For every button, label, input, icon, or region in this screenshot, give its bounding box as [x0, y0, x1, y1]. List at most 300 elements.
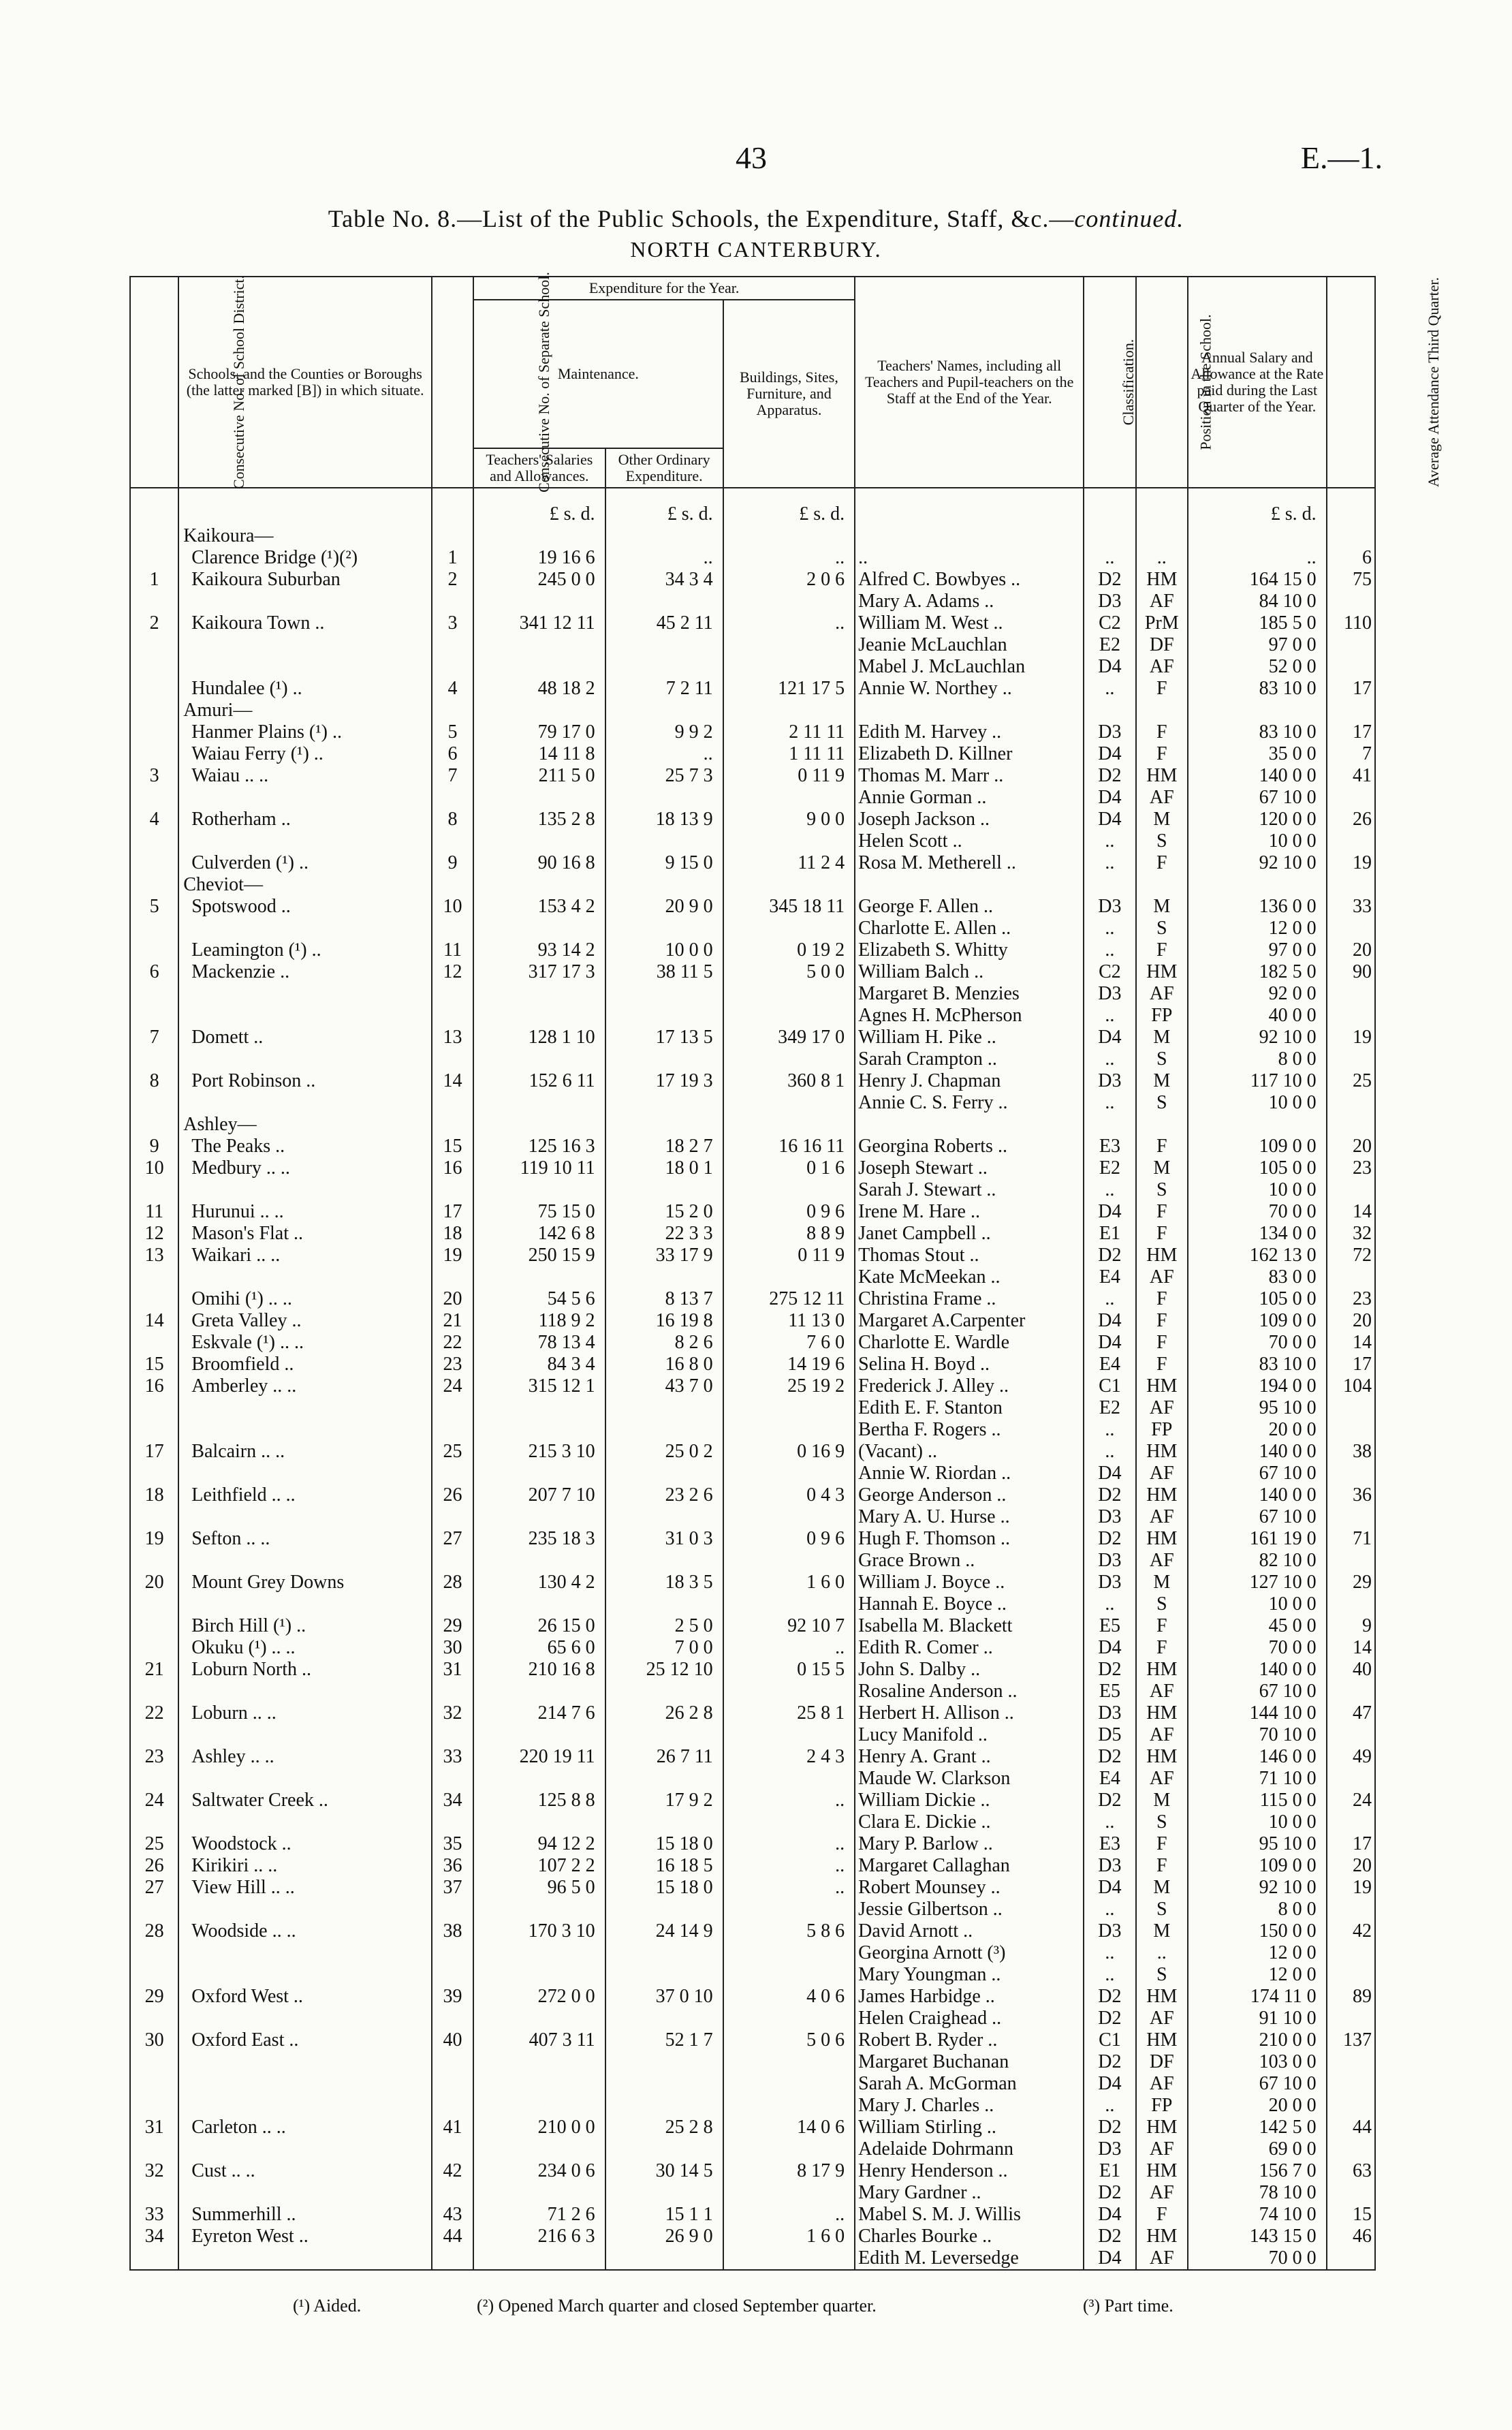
buildings-cell: 121 17 5: [723, 678, 855, 700]
table-row: [130, 1811, 1375, 1833]
table-row: [130, 1179, 1375, 1201]
buildings-cell: [723, 1114, 855, 1136]
teacher-name-cell: Edith R. Comer ..: [855, 1637, 1084, 1659]
classification-cell: D5: [1084, 1724, 1135, 1746]
district-no-cell: 16: [130, 1375, 178, 1397]
buildings-cell: 16 16 11: [723, 1136, 855, 1157]
attendance-cell: [1327, 2138, 1375, 2160]
position-cell: AF: [1136, 591, 1188, 612]
school-name-cell: [178, 1506, 432, 1528]
school-name-cell: Kaikoura Suburban: [178, 569, 432, 591]
teacher-salaries-cell: 272 0 0: [473, 1986, 605, 2008]
buildings-cell: [723, 2182, 855, 2204]
table-row: [130, 765, 1375, 787]
table-row: [130, 2051, 1375, 2073]
school-no-cell: [432, 1964, 473, 1986]
school-name-cell: [178, 1092, 432, 1114]
teacher-name-cell: Annie W. Northey ..: [855, 678, 1084, 700]
school-name-cell: [178, 2138, 432, 2160]
table-row: [130, 1136, 1375, 1157]
school-no-cell: 10: [432, 896, 473, 918]
classification-cell: D2: [1084, 2182, 1135, 2204]
position-cell: S: [1136, 1593, 1188, 1615]
other-expenditure-cell: [605, 1419, 723, 1441]
other-expenditure-cell: ..: [605, 743, 723, 765]
classification-cell: E5: [1084, 1615, 1135, 1637]
school-name-cell: Kaikoura Town ..: [178, 612, 432, 634]
table-row: [130, 1986, 1375, 2008]
school-no-cell: [432, 2182, 473, 2204]
buildings-cell: [723, 1964, 855, 1986]
salary-cell: 92 10 0: [1188, 852, 1327, 874]
school-no-cell: 20: [432, 1288, 473, 1310]
school-name-cell: [178, 591, 432, 612]
other-expenditure-cell: 16 8 0: [605, 1354, 723, 1375]
attendance-cell: [1327, 1179, 1375, 1201]
teacher-salaries-cell: [473, 1419, 605, 1441]
other-expenditure-cell: 38 11 5: [605, 961, 723, 983]
attendance-cell: 25: [1327, 1070, 1375, 1092]
buildings-cell: 360 8 1: [723, 1070, 855, 1092]
school-name-cell: [178, 1964, 432, 1986]
teacher-salaries-cell: 153 4 2: [473, 896, 605, 918]
district-no-cell: [130, 1615, 178, 1637]
position-cell: AF: [1136, 1681, 1188, 1702]
teacher-name-cell: ..: [855, 547, 1084, 569]
position-cell: M: [1136, 809, 1188, 830]
table-row: [130, 1877, 1375, 1899]
attendance-cell: 33: [1327, 896, 1375, 918]
other-expenditure-cell: [605, 1899, 723, 1920]
table-row: [130, 1266, 1375, 1288]
buildings-cell: 8 8 9: [723, 1223, 855, 1245]
teacher-salaries-cell: [473, 656, 605, 678]
position-cell: AF: [1136, 1266, 1188, 1288]
table-row: [130, 525, 1375, 547]
attendance-cell: 75: [1327, 569, 1375, 591]
teacher-salaries-cell: [473, 1266, 605, 1288]
teacher-name-cell: Robert Mounsey ..: [855, 1877, 1084, 1899]
district-no-cell: [130, 852, 178, 874]
position-cell: M: [1136, 1572, 1188, 1593]
teacher-salaries-cell: [473, 1768, 605, 1790]
other-expenditure-cell: 18 0 1: [605, 1157, 723, 1179]
buildings-cell: 9 0 0: [723, 809, 855, 830]
salary-cell: 20 0 0: [1188, 2095, 1327, 2117]
classification-cell: ..: [1084, 939, 1135, 961]
position-cell: AF: [1136, 787, 1188, 809]
classification-cell: E1: [1084, 2160, 1135, 2182]
teacher-name-cell: Annie W. Riordan ..: [855, 1463, 1084, 1484]
teacher-name-cell: Joseph Stewart ..: [855, 1157, 1084, 1179]
salary-cell: 67 10 0: [1188, 787, 1327, 809]
school-no-cell: 24: [432, 1375, 473, 1397]
salary-cell: 92 10 0: [1188, 1877, 1327, 1899]
district-no-cell: 29: [130, 1986, 178, 2008]
teacher-salaries-cell: [473, 1506, 605, 1528]
position-cell: [1136, 874, 1188, 896]
district-no-cell: [130, 1506, 178, 1528]
school-name-cell: [178, 2008, 432, 2029]
salary-cell: 10 0 0: [1188, 1179, 1327, 1201]
buildings-cell: ..: [723, 1877, 855, 1899]
school-name-cell: [178, 2073, 432, 2095]
other-expenditure-cell: [605, 1463, 723, 1484]
teacher-salaries-cell: [473, 700, 605, 721]
other-expenditure-cell: [605, 1506, 723, 1528]
position-cell: HM: [1136, 1528, 1188, 1550]
table-row: [130, 918, 1375, 939]
district-no-cell: [130, 678, 178, 700]
buildings-cell: 0 19 2: [723, 939, 855, 961]
attendance-cell: 44: [1327, 2117, 1375, 2138]
other-expenditure-cell: 18 13 9: [605, 809, 723, 830]
salary-cell: 82 10 0: [1188, 1550, 1327, 1572]
district-no-cell: 26: [130, 1855, 178, 1877]
school-no-cell: [432, 1724, 473, 1746]
other-expenditure-cell: 24 14 9: [605, 1920, 723, 1942]
salary-cell: 143 15 0: [1188, 2226, 1327, 2247]
teacher-name-cell: Margaret Buchanan: [855, 2051, 1084, 2073]
attendance-cell: 20: [1327, 1136, 1375, 1157]
salary-cell: 109 0 0: [1188, 1855, 1327, 1877]
teacher-salaries-cell: [473, 634, 605, 656]
school-no-cell: 32: [432, 1702, 473, 1724]
district-no-cell: [130, 1550, 178, 1572]
school-name-cell: Eyreton West ..: [178, 2226, 432, 2247]
district-no-cell: 8: [130, 1070, 178, 1092]
school-no-cell: 42: [432, 2160, 473, 2182]
district-no-cell: [130, 1811, 178, 1833]
teacher-salaries-cell: 75 15 0: [473, 1201, 605, 1223]
position-cell: F: [1136, 852, 1188, 874]
classification-cell: C2: [1084, 961, 1135, 983]
salary-cell: 120 0 0: [1188, 809, 1327, 830]
classification-cell: E2: [1084, 1397, 1135, 1419]
district-no-cell: 34: [130, 2226, 178, 2247]
table-row: [130, 2095, 1375, 2117]
school-name-cell: Amuri—: [178, 700, 432, 721]
buildings-cell: 345 18 11: [723, 896, 855, 918]
classification-cell: ..: [1084, 1048, 1135, 1070]
salary-cell: [1188, 700, 1327, 721]
table-row: [130, 1593, 1375, 1615]
attendance-cell: 17: [1327, 1833, 1375, 1855]
school-name-cell: [178, 634, 432, 656]
teacher-name-cell: Janet Campbell ..: [855, 1223, 1084, 1245]
attendance-cell: 32: [1327, 1223, 1375, 1245]
school-name-cell: Woodside .. ..: [178, 1920, 432, 1942]
table-row: [130, 2138, 1375, 2160]
classification-cell: ..: [1084, 547, 1135, 569]
classification-cell: D2: [1084, 765, 1135, 787]
district-no-cell: [130, 1768, 178, 1790]
buildings-cell: 11 13 0: [723, 1310, 855, 1332]
table-row: [130, 2247, 1375, 2270]
classification-cell: D3: [1084, 591, 1135, 612]
classification-cell: D4: [1084, 1332, 1135, 1354]
school-name-cell: Mason's Flat ..: [178, 1223, 432, 1245]
position-cell: F: [1136, 1201, 1188, 1223]
teacher-salaries-cell: 93 14 2: [473, 939, 605, 961]
teacher-name-cell: [855, 1114, 1084, 1136]
position-cell: M: [1136, 1877, 1188, 1899]
attendance-cell: 20: [1327, 1855, 1375, 1877]
school-name-cell: [178, 2095, 432, 2117]
other-expenditure-cell: 26 7 11: [605, 1746, 723, 1768]
district-no-cell: [130, 787, 178, 809]
position-cell: [1136, 700, 1188, 721]
position-cell: F: [1136, 1615, 1188, 1637]
attendance-cell: [1327, 2247, 1375, 2270]
table-row: [130, 2160, 1375, 2182]
table-row: [130, 1833, 1375, 1855]
buildings-cell: 2 4 3: [723, 1746, 855, 1768]
teacher-name-cell: Adelaide Dohrmann: [855, 2138, 1084, 2160]
classification-cell: D4: [1084, 809, 1135, 830]
classification-cell: C1: [1084, 2029, 1135, 2051]
school-no-cell: 26: [432, 1484, 473, 1506]
table-row: [130, 787, 1375, 809]
classification-cell: E2: [1084, 634, 1135, 656]
school-no-cell: [432, 1942, 473, 1964]
school-no-cell: [432, 2095, 473, 2117]
school-no-cell: 8: [432, 809, 473, 830]
buildings-cell: [723, 700, 855, 721]
classification-cell: ..: [1084, 1811, 1135, 1833]
classification-cell: D2: [1084, 2051, 1135, 2073]
school-no-cell: 35: [432, 1833, 473, 1855]
district-no-cell: [130, 1266, 178, 1288]
classification-cell: D3: [1084, 1550, 1135, 1572]
buildings-cell: 2 11 11: [723, 721, 855, 743]
school-no-cell: 5: [432, 721, 473, 743]
other-expenditure-cell: 31 0 3: [605, 1528, 723, 1550]
teacher-name-cell: Rosaline Anderson ..: [855, 1681, 1084, 1702]
salary-cell: 52 0 0: [1188, 656, 1327, 678]
school-name-cell: Greta Valley ..: [178, 1310, 432, 1332]
teacher-salaries-cell: 125 16 3: [473, 1136, 605, 1157]
teacher-name-cell: David Arnott ..: [855, 1920, 1084, 1942]
school-name-cell: Waiau Ferry (¹) ..: [178, 743, 432, 765]
table-row: [130, 1506, 1375, 1528]
table-row: [130, 1768, 1375, 1790]
school-no-cell: [432, 1419, 473, 1441]
attendance-cell: 6: [1327, 547, 1375, 569]
district-no-cell: 15: [130, 1354, 178, 1375]
table-row: [130, 1005, 1375, 1027]
position-cell: F: [1136, 1833, 1188, 1855]
attendance-cell: 38: [1327, 1441, 1375, 1463]
other-expenditure-cell: [605, 1114, 723, 1136]
buildings-cell: [723, 1092, 855, 1114]
district-no-cell: [130, 1397, 178, 1419]
position-cell: HM: [1136, 1441, 1188, 1463]
table-row: [130, 1746, 1375, 1768]
district-no-cell: [130, 1899, 178, 1920]
position-cell: FP: [1136, 2095, 1188, 2117]
classification-cell: ..: [1084, 1899, 1135, 1920]
teacher-name-cell: Helen Scott ..: [855, 830, 1084, 852]
salary-cell: 71 10 0: [1188, 1768, 1327, 1790]
position-cell: F: [1136, 2204, 1188, 2226]
buildings-cell: [723, 1593, 855, 1615]
buildings-cell: 7 6 0: [723, 1332, 855, 1354]
salary-cell: 92 10 0: [1188, 1027, 1327, 1048]
teacher-salaries-cell: 341 12 11: [473, 612, 605, 634]
district-no-cell: [130, 1637, 178, 1659]
school-name-cell: Hanmer Plains (¹) ..: [178, 721, 432, 743]
teacher-salaries-cell: 234 0 6: [473, 2160, 605, 2182]
other-expenditure-cell: 37 0 10: [605, 1986, 723, 2008]
school-name-cell: Leithfield .. ..: [178, 1484, 432, 1506]
school-no-cell: 29: [432, 1615, 473, 1637]
buildings-cell: 0 11 9: [723, 1245, 855, 1266]
attendance-cell: [1327, 1005, 1375, 1027]
other-expenditure-cell: 7 0 0: [605, 1637, 723, 1659]
teacher-salaries-cell: 214 7 6: [473, 1702, 605, 1724]
teacher-name-cell: Charlotte E. Allen ..: [855, 918, 1084, 939]
teacher-name-cell: Hugh F. Thomson ..: [855, 1528, 1084, 1550]
school-no-cell: 9: [432, 852, 473, 874]
school-name-cell: Kirikiri .. ..: [178, 1855, 432, 1877]
school-no-cell: 16: [432, 1157, 473, 1179]
table-row: [130, 1855, 1375, 1877]
other-expenditure-cell: 18 2 7: [605, 1136, 723, 1157]
classification-cell: D3: [1084, 1920, 1135, 1942]
buildings-cell: [723, 787, 855, 809]
salary-cell: 74 10 0: [1188, 2204, 1327, 2226]
attendance-cell: 9: [1327, 1615, 1375, 1637]
teacher-name-cell: Mary A. U. Hurse ..: [855, 1506, 1084, 1528]
buildings-cell: [723, 1266, 855, 1288]
salary-cell: 12 0 0: [1188, 1942, 1327, 1964]
buildings-cell: [723, 1048, 855, 1070]
classification-cell: D3: [1084, 983, 1135, 1005]
teacher-salaries-cell: 135 2 8: [473, 809, 605, 830]
teacher-name-cell: Maude W. Clarkson: [855, 1768, 1084, 1790]
attendance-cell: 20: [1327, 939, 1375, 961]
page-header: [0, 140, 1512, 181]
district-no-cell: [130, 1942, 178, 1964]
table-row: [130, 1702, 1375, 1724]
school-no-cell: [432, 700, 473, 721]
school-name-cell: Oxford East ..: [178, 2029, 432, 2051]
salary-cell: 67 10 0: [1188, 2073, 1327, 2095]
teacher-salaries-cell: [473, 874, 605, 896]
district-no-cell: 1: [130, 569, 178, 591]
position-cell: HM: [1136, 1986, 1188, 2008]
teacher-salaries-cell: [473, 1114, 605, 1136]
col-schools: Schools, and the Counties or Boroughs (the latter marked [B]) in which situate.: [178, 277, 432, 488]
buildings-cell: [723, 1179, 855, 1201]
other-expenditure-cell: 17 19 3: [605, 1070, 723, 1092]
salary-cell: 45 0 0: [1188, 1615, 1327, 1637]
district-no-cell: [130, 634, 178, 656]
classification-cell: C2: [1084, 612, 1135, 634]
salary-cell: 67 10 0: [1188, 1463, 1327, 1484]
other-expenditure-cell: 22 3 3: [605, 1223, 723, 1245]
teacher-name-cell: Sarah Crampton ..: [855, 1048, 1084, 1070]
classification-cell: ..: [1084, 830, 1135, 852]
buildings-cell: [723, 1506, 855, 1528]
school-name-cell: Sefton .. ..: [178, 1528, 432, 1550]
teacher-salaries-cell: 119 10 11: [473, 1157, 605, 1179]
buildings-cell: 92 10 7: [723, 1615, 855, 1637]
school-no-cell: [432, 1681, 473, 1702]
teacher-salaries-cell: 152 6 11: [473, 1070, 605, 1092]
classification-cell: [1084, 874, 1135, 896]
teacher-name-cell: Margaret Callaghan: [855, 1855, 1084, 1877]
attendance-cell: [1327, 830, 1375, 852]
district-no-cell: [130, 2095, 178, 2117]
classification-cell: D2: [1084, 569, 1135, 591]
school-name-cell: Birch Hill (¹) ..: [178, 1615, 432, 1637]
district-no-cell: [130, 983, 178, 1005]
col-expenditure: Expenditure for the Year.: [473, 277, 855, 300]
attendance-cell: [1327, 1724, 1375, 1746]
teacher-salaries-cell: [473, 1593, 605, 1615]
district-no-cell: 11: [130, 1201, 178, 1223]
other-expenditure-cell: 26 9 0: [605, 2226, 723, 2247]
teacher-salaries-cell: 407 3 11: [473, 2029, 605, 2051]
attendance-cell: [1327, 1681, 1375, 1702]
teacher-salaries-cell: 210 16 8: [473, 1659, 605, 1681]
teacher-name-cell: Agnes H. McPherson: [855, 1005, 1084, 1027]
teacher-salaries-cell: 78 13 4: [473, 1332, 605, 1354]
other-expenditure-cell: 25 7 3: [605, 765, 723, 787]
salary-cell: 182 5 0: [1188, 961, 1327, 983]
position-cell: S: [1136, 918, 1188, 939]
school-no-cell: [432, 1768, 473, 1790]
classification-cell: D2: [1084, 1245, 1135, 1266]
salary-cell: 194 0 0: [1188, 1375, 1327, 1397]
teacher-name-cell: Mary Gardner ..: [855, 2182, 1084, 2204]
buildings-cell: ..: [723, 1833, 855, 1855]
school-no-cell: [432, 918, 473, 939]
school-name-cell: [178, 1397, 432, 1419]
table-row: [130, 700, 1375, 721]
salary-cell: 35 0 0: [1188, 743, 1327, 765]
school-name-cell: [178, 1942, 432, 1964]
school-name-cell: [178, 1899, 432, 1920]
table-row: [130, 1681, 1375, 1702]
salary-cell: 70 0 0: [1188, 2247, 1327, 2270]
buildings-cell: 2 0 6: [723, 569, 855, 591]
table-row: [130, 1375, 1375, 1397]
teacher-salaries-cell: [473, 1005, 605, 1027]
table-row: [130, 2182, 1375, 2204]
teacher-salaries-cell: 65 6 0: [473, 1637, 605, 1659]
position-cell: F: [1136, 1354, 1188, 1375]
attendance-cell: 41: [1327, 765, 1375, 787]
table-row: [130, 1332, 1375, 1354]
salary-cell: 78 10 0: [1188, 2182, 1327, 2204]
school-name-cell: [178, 1179, 432, 1201]
other-expenditure-cell: [605, 700, 723, 721]
position-cell: S: [1136, 1811, 1188, 1833]
school-no-cell: [432, 1506, 473, 1528]
salary-cell: 70 0 0: [1188, 1637, 1327, 1659]
attendance-cell: [1327, 1114, 1375, 1136]
school-no-cell: 28: [432, 1572, 473, 1593]
teacher-salaries-cell: 216 6 3: [473, 2226, 605, 2247]
attendance-cell: [1327, 1419, 1375, 1441]
spacer-row: [130, 488, 1375, 503]
attendance-cell: [1327, 1811, 1375, 1833]
attendance-cell: 20: [1327, 1310, 1375, 1332]
school-no-cell: 12: [432, 961, 473, 983]
